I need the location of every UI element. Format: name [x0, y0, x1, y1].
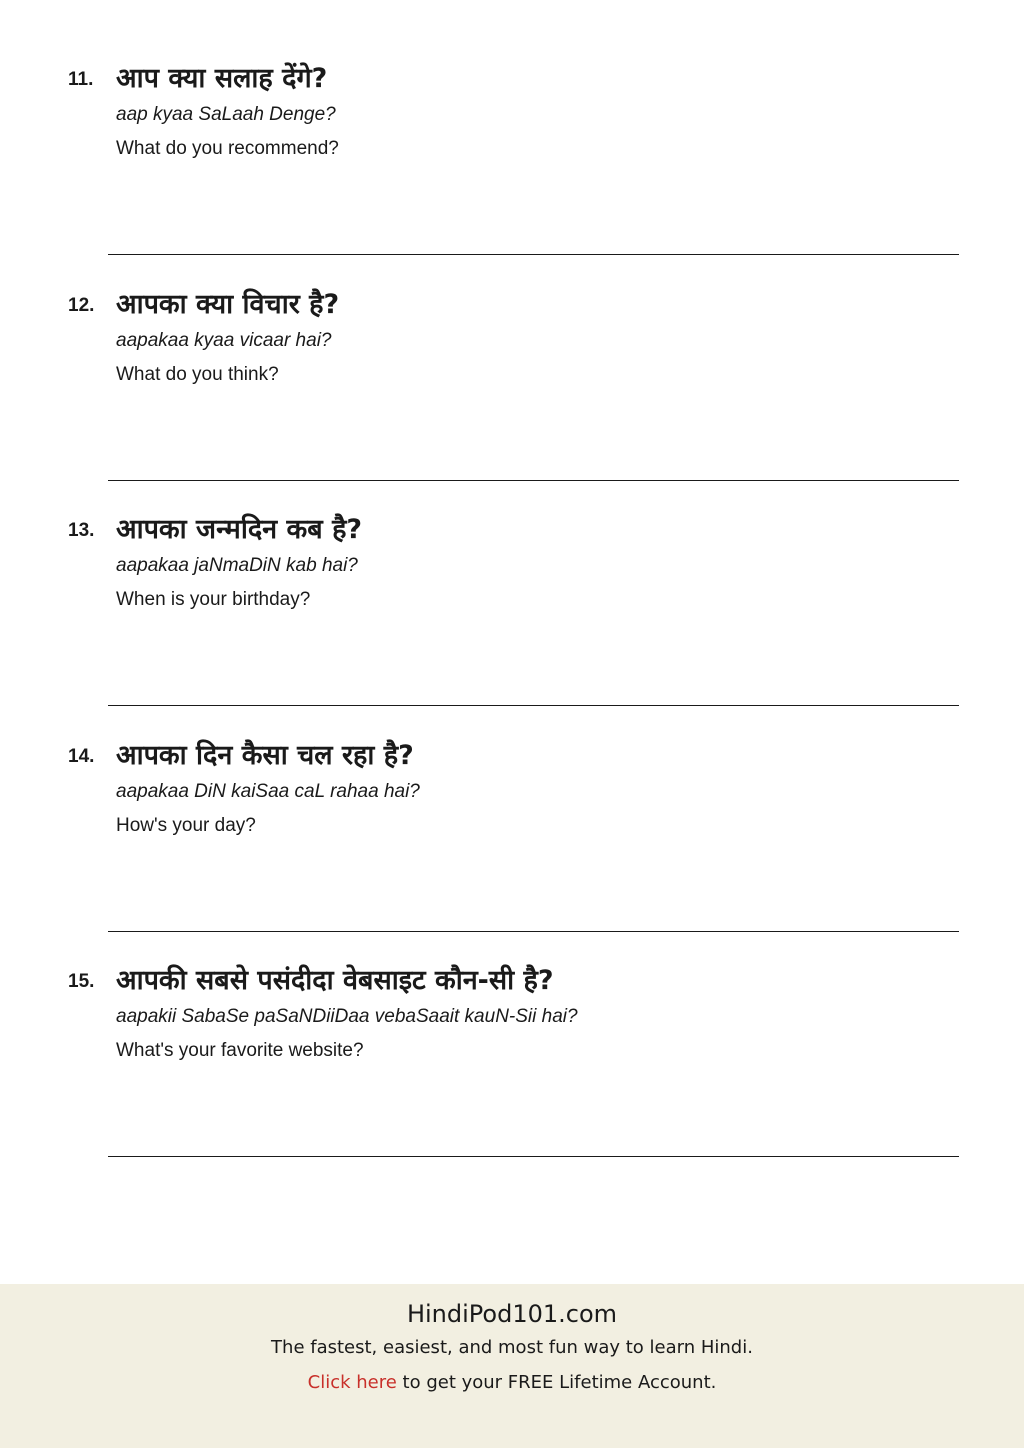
- phrase-number: 15.: [68, 971, 95, 992]
- phrase-hindi: आपका दिन कैसा चल रहा है?: [116, 740, 414, 771]
- phrase-romanization: aapakii SabaSe paSaNDiiDaa vebaSaait kauN-Sii hai?: [116, 1006, 578, 1027]
- tagline: The fastest, easiest, and most fun way to learn Hindi.: [271, 1337, 753, 1358]
- phrase-romanization: aapakaa jaNmaDiN kab hai?: [116, 555, 358, 576]
- phrase-item: [0, 902, 1024, 1128]
- phrase-number: 13.: [68, 520, 95, 541]
- phrase-number: 12.: [68, 295, 95, 316]
- phrase-english: What do you think?: [116, 364, 279, 385]
- phrase-item: [0, 226, 1024, 452]
- call-to-action: [0, 1372, 1024, 1393]
- phrase-romanization: aap kyaa SaLaah Denge?: [116, 104, 336, 125]
- phrase-english: What's your favorite website?: [116, 1040, 364, 1061]
- phrase-hindi: आपकी सबसे पसंदीदा वेबसाइट कौन-सी है?: [116, 965, 554, 996]
- phrase-item: [0, 451, 1024, 677]
- phrase-number: 14.: [68, 746, 95, 767]
- click-here-link[interactable]: Click here: [307, 1372, 397, 1393]
- phrase-item: [0, 677, 1024, 903]
- phrase-romanization: aapakaa kyaa vicaar hai?: [116, 330, 332, 351]
- phrase-english: How's your day?: [116, 815, 256, 836]
- site-name: HindiPod101.com: [406, 1300, 618, 1328]
- phrase-hindi: आपका जन्मदिन कब है?: [116, 514, 363, 545]
- phrase-item: [0, 0, 1024, 226]
- phrase-hindi: आपका क्या विचार है?: [116, 289, 340, 320]
- phrase-number: 11.: [68, 69, 94, 90]
- cta-text: to get your FREE Lifetime Account.: [396, 1372, 717, 1393]
- phrase-romanization: aapakaa DiN kaiSaa caL rahaa hai?: [116, 781, 420, 802]
- phrase-english: What do you recommend?: [116, 138, 339, 159]
- phrase-english: When is your birthday?: [116, 589, 311, 610]
- phrase-hindi: आप क्या सलाह देंगे?: [116, 63, 328, 94]
- writing-line: [108, 1156, 959, 1157]
- footer-banner: [0, 1284, 1024, 1448]
